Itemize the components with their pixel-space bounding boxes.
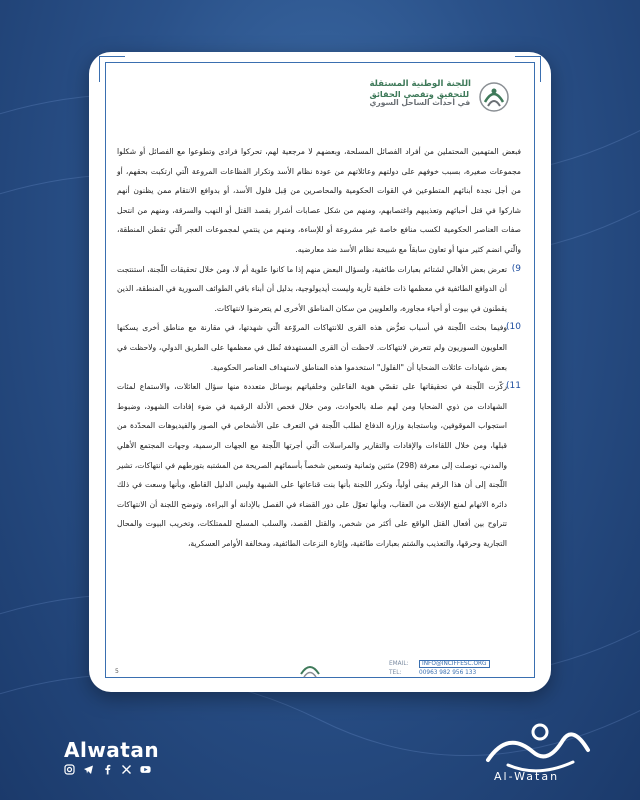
paragraph-text: ركّزت اللّجنة في تحقيقاتها على تقصّي هوية الفاعلين وخلفياتهم بوسائل متعددة منها سؤال العائلات، والاستماع لمئات الشهادات من ذوي الضحايا ومن لهم صلة بالحوادث، ومن خلال فحص الأدلة الرقمية في ضوء إفادات الشهود، وضبوط استجواب الموقوفين، وباستجابة وزارة الدفاع لطلب اللّجنة في التعرف على الأشخاص في الصور والفيديوهات المحدّدة من قبلها، ومن خلال اللقاءات والإفادات والتقارير والمراسلات الّتي أجرتها اللّجنة مع الجهات الرسمية، وجهات المجتمع الأهلي والمدني، توصلت إلى معرفة (298) مئتين وثمانية وتسعين شخصاً بأسمائهم الصريحة من المشتبه بتورطهم في انتهاكات، تشير اللّجنة إلى أن هذا الرقم يبقى أولياً، وتكرر اللجنة بأنها بنت قناعاتها على الشبهة وليس الدليل القاطع، وبأنها وسعت في ذلك دائرة الاتهام لمنع الإفلات من العقاب، وبأنها تعوّل على دور القضاء في الفصل بالإدانة أو البراءة، وتوضح اللجنة أن الانتهاكات تتراوح بين أفعال القتل الواقع على أكثر من شخص، والقتل القصد، والسلب المسلح للممتلكات، وتخريب البيوت والمحال التجارية وحرقها، والتعذيب والشتم بعبارات طائفية، وإثارة النزعات الطائفية، ومخالفة الأوامر العسكرية، [117, 382, 507, 548]
logo-title-line-3: في أحداث الساحل السوري [369, 98, 471, 108]
page-number: 5 [115, 668, 119, 675]
paragraph-number: 11) [506, 381, 521, 392]
logo-title-line-2: للتحقيق وتقصي الحقائق [369, 88, 470, 99]
corner-top-right [515, 56, 541, 82]
social-links [64, 764, 151, 775]
paragraph-number: 9) [511, 263, 521, 274]
email-label: EMAIL: [389, 661, 409, 667]
document-page [105, 62, 535, 687]
youtube-icon[interactable] [140, 764, 151, 775]
paragraph-continuation [117, 142, 521, 260]
document-card [89, 52, 551, 692]
paragraph-10 [117, 318, 521, 377]
committee-emblem-icon [477, 80, 511, 114]
x-icon[interactable] [121, 764, 132, 775]
contact-info [389, 660, 490, 678]
tel-value: 00963 982 956 133 [419, 670, 477, 676]
paragraph-text: وفيما بحثت اللّجنة في أسباب تعرُّض هذه القرى للانتهاكات المروّعة الّتي شهدتها، في مقارنة مع مناطق أخرى يسكنها العلويون السوريون ولم تتعرض لانتهاكات. لاحظت أن القرى المستهدفة تُطل في معظمها على الطريق الدولي، ولاحظت في بعض شهادات عائلات الضحايا أن "الفلول" استخدموا هذه المناطق لاستهداف العناصر الحكومية. [117, 323, 507, 372]
paragraph-text: تعرض بعض الأهالي لشتائم بعبارات طائفية، ولسؤال البعض منهم إذا ما كانوا علوية أم لا، ومن خلال تحقيقات اللّجنة، استنتجت أن الدوافع الطائفية في معظمها ذات خلفية ثأرية وليست أيديولوجية، بدليل أن أبناء باقي الطوائف السورية في المنطقة، الذين يقطنون في بيوت أو أحياء مجاورة، والعلويين من سكان المناطق الأخرى لم يتعرضوا لانتهاكات. [117, 264, 507, 313]
paragraph-9 [117, 260, 521, 319]
email-link[interactable]: INFO@INCIFFESC.ORG [419, 660, 490, 668]
instagram-icon[interactable] [64, 764, 75, 775]
document-body [117, 142, 521, 553]
logo-title-line-1: اللجنة الوطنية المستقلة [369, 79, 471, 89]
corner-top-left [99, 56, 125, 82]
tel-label: TEL: [389, 670, 402, 676]
telegram-icon[interactable] [83, 764, 94, 775]
paragraph-number: 10) [506, 322, 521, 333]
committee-logo [369, 80, 511, 114]
paragraph-11 [117, 377, 521, 553]
brand-name: Alwatan [64, 738, 160, 762]
alwatan-watermark-latin: Al-Watan [494, 770, 560, 783]
footer-emblem-icon [295, 658, 325, 680]
page-footer [105, 656, 535, 686]
paragraph-text: فبعض المتهمين المحتملين من أفراد الفصائل المسلحة، وبعضهم لا مرجعية لهم، تحركوا فرادى وتطوعوا مع الفصائل أو شكلوا مجموعات صغيرة، بسبب خوفهم على دولتهم وعائلاتهم من عودة نظام الأسد وتكرار الفظاعات المروعة الّتي ارتكبت بحقهم، أو من أجل نجدة أبنائهم المتطوعين في القوات الحكومية والمحاصرين من قِبل فلول الأسد، أو بدوافع الانتقام ممن يظنون أنهم شاركوا في قتل أحبائهم وتعذيبهم واغتصابهم، ومنهم من شكل عصابات أشرار بقصد القتل أو النهب والسرقة، ومنهم من انتحل صفات العناصر الحكومية لكسب منافع خاصة غير مشروعة أو للإساءة، ومنهم من ينتمي لمجموعات الغجر الّتي تقطن المنطقة، والّتي انضم كثير منها أو تعاون سابقاً مع شبيحة نظام الأسد ضد معارضيه. [117, 147, 521, 254]
facebook-icon[interactable] [102, 764, 113, 775]
